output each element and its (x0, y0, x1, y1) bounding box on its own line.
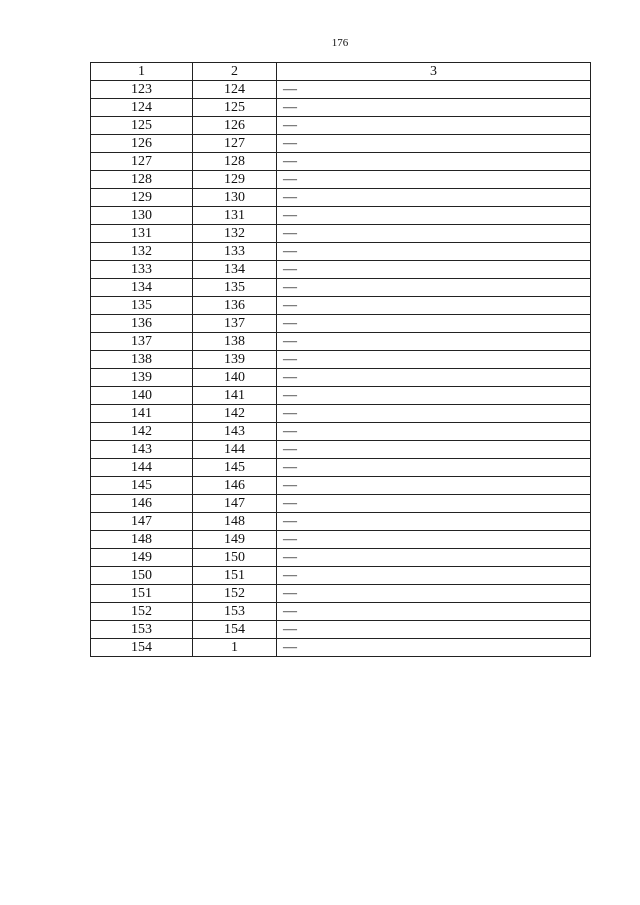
cell-col-2: 144 (193, 441, 277, 459)
cell-col-3: — (277, 495, 591, 513)
cell-col-1: 146 (91, 495, 193, 513)
table-row (91, 279, 591, 297)
cell-col-2: 128 (193, 153, 277, 171)
table-row (91, 225, 591, 243)
cell-col-2: 145 (193, 459, 277, 477)
cell-col-3: — (277, 387, 591, 405)
cell-col-2: 143 (193, 423, 277, 441)
cell-col-1: 127 (91, 153, 193, 171)
table-row (91, 99, 591, 117)
cell-col-1: 125 (91, 117, 193, 135)
cell-col-2: 132 (193, 225, 277, 243)
cell-col-3: — (277, 441, 591, 459)
cell-col-1: 154 (91, 639, 193, 657)
cell-col-1: 132 (91, 243, 193, 261)
cell-col-2: 138 (193, 333, 277, 351)
table-row (91, 549, 591, 567)
table-row (91, 585, 591, 603)
table-row (91, 441, 591, 459)
cell-col-2: 1 (193, 639, 277, 657)
cell-col-2: 137 (193, 315, 277, 333)
cell-col-1: 148 (91, 531, 193, 549)
table-row (91, 513, 591, 531)
cell-col-1: 134 (91, 279, 193, 297)
table-row (91, 261, 591, 279)
table-row (91, 639, 591, 657)
cell-col-3: — (277, 243, 591, 261)
table-row (91, 423, 591, 441)
table-row (91, 117, 591, 135)
table-row (91, 135, 591, 153)
cell-col-1: 141 (91, 405, 193, 423)
cell-col-1: 136 (91, 315, 193, 333)
table-row (91, 243, 591, 261)
column-header-2: 2 (193, 63, 277, 81)
cell-col-3: — (277, 261, 591, 279)
table-row (91, 333, 591, 351)
cell-col-1: 153 (91, 621, 193, 639)
cell-col-1: 128 (91, 171, 193, 189)
cell-col-3: — (277, 477, 591, 495)
cell-col-2: 127 (193, 135, 277, 153)
cell-col-2: 148 (193, 513, 277, 531)
cell-col-2: 136 (193, 297, 277, 315)
cell-col-3: — (277, 585, 591, 603)
cell-col-3: — (277, 567, 591, 585)
table-body (91, 81, 591, 657)
cell-col-3: — (277, 81, 591, 99)
table-row (91, 369, 591, 387)
table-row (91, 405, 591, 423)
table-row (91, 81, 591, 99)
data-table (90, 62, 591, 657)
cell-col-2: 134 (193, 261, 277, 279)
table-row (91, 477, 591, 495)
cell-col-2: 154 (193, 621, 277, 639)
cell-col-3: — (277, 117, 591, 135)
cell-col-3: — (277, 459, 591, 477)
cell-col-2: 124 (193, 81, 277, 99)
cell-col-2: 149 (193, 531, 277, 549)
table-row (91, 315, 591, 333)
table-row (91, 387, 591, 405)
cell-col-3: — (277, 189, 591, 207)
cell-col-2: 151 (193, 567, 277, 585)
cell-col-3: — (277, 513, 591, 531)
column-header-1: 1 (91, 63, 193, 81)
cell-col-1: 151 (91, 585, 193, 603)
cell-col-3: — (277, 639, 591, 657)
table-row (91, 171, 591, 189)
cell-col-3: — (277, 297, 591, 315)
table-row (91, 531, 591, 549)
table-row (91, 495, 591, 513)
cell-col-2: 129 (193, 171, 277, 189)
cell-col-3: — (277, 225, 591, 243)
cell-col-3: — (277, 279, 591, 297)
table-row (91, 567, 591, 585)
cell-col-3: — (277, 333, 591, 351)
cell-col-3: — (277, 99, 591, 117)
table-header-row (91, 63, 591, 81)
cell-col-1: 130 (91, 207, 193, 225)
cell-col-1: 135 (91, 297, 193, 315)
cell-col-3: — (277, 369, 591, 387)
cell-col-2: 146 (193, 477, 277, 495)
cell-col-2: 140 (193, 369, 277, 387)
column-header-3: 3 (277, 63, 591, 81)
cell-col-2: 135 (193, 279, 277, 297)
table-row (91, 297, 591, 315)
cell-col-3: — (277, 135, 591, 153)
cell-col-1: 133 (91, 261, 193, 279)
cell-col-1: 138 (91, 351, 193, 369)
cell-col-2: 142 (193, 405, 277, 423)
cell-col-1: 143 (91, 441, 193, 459)
cell-col-3: — (277, 171, 591, 189)
cell-col-2: 153 (193, 603, 277, 621)
cell-col-3: — (277, 603, 591, 621)
cell-col-3: — (277, 351, 591, 369)
cell-col-2: 139 (193, 351, 277, 369)
table-row (91, 189, 591, 207)
cell-col-3: — (277, 423, 591, 441)
cell-col-1: 124 (91, 99, 193, 117)
cell-col-1: 140 (91, 387, 193, 405)
cell-col-3: — (277, 621, 591, 639)
cell-col-3: — (277, 531, 591, 549)
cell-col-2: 141 (193, 387, 277, 405)
table-row (91, 351, 591, 369)
cell-col-1: 149 (91, 549, 193, 567)
cell-col-1: 123 (91, 81, 193, 99)
cell-col-3: — (277, 405, 591, 423)
cell-col-1: 139 (91, 369, 193, 387)
cell-col-2: 152 (193, 585, 277, 603)
cell-col-1: 145 (91, 477, 193, 495)
table-row (91, 621, 591, 639)
cell-col-1: 147 (91, 513, 193, 531)
table-row (91, 459, 591, 477)
table-row (91, 207, 591, 225)
cell-col-2: 126 (193, 117, 277, 135)
cell-col-2: 125 (193, 99, 277, 117)
cell-col-1: 150 (91, 567, 193, 585)
cell-col-3: — (277, 315, 591, 333)
cell-col-1: 129 (91, 189, 193, 207)
cell-col-2: 150 (193, 549, 277, 567)
cell-col-2: 147 (193, 495, 277, 513)
cell-col-1: 152 (91, 603, 193, 621)
cell-col-3: — (277, 207, 591, 225)
cell-col-1: 137 (91, 333, 193, 351)
cell-col-2: 131 (193, 207, 277, 225)
cell-col-3: — (277, 153, 591, 171)
cell-col-2: 133 (193, 243, 277, 261)
cell-col-1: 131 (91, 225, 193, 243)
table-row (91, 603, 591, 621)
cell-col-2: 130 (193, 189, 277, 207)
table-row (91, 153, 591, 171)
cell-col-1: 142 (91, 423, 193, 441)
page-number: 176 (331, 37, 349, 49)
cell-col-3: — (277, 549, 591, 567)
cell-col-1: 144 (91, 459, 193, 477)
cell-col-1: 126 (91, 135, 193, 153)
